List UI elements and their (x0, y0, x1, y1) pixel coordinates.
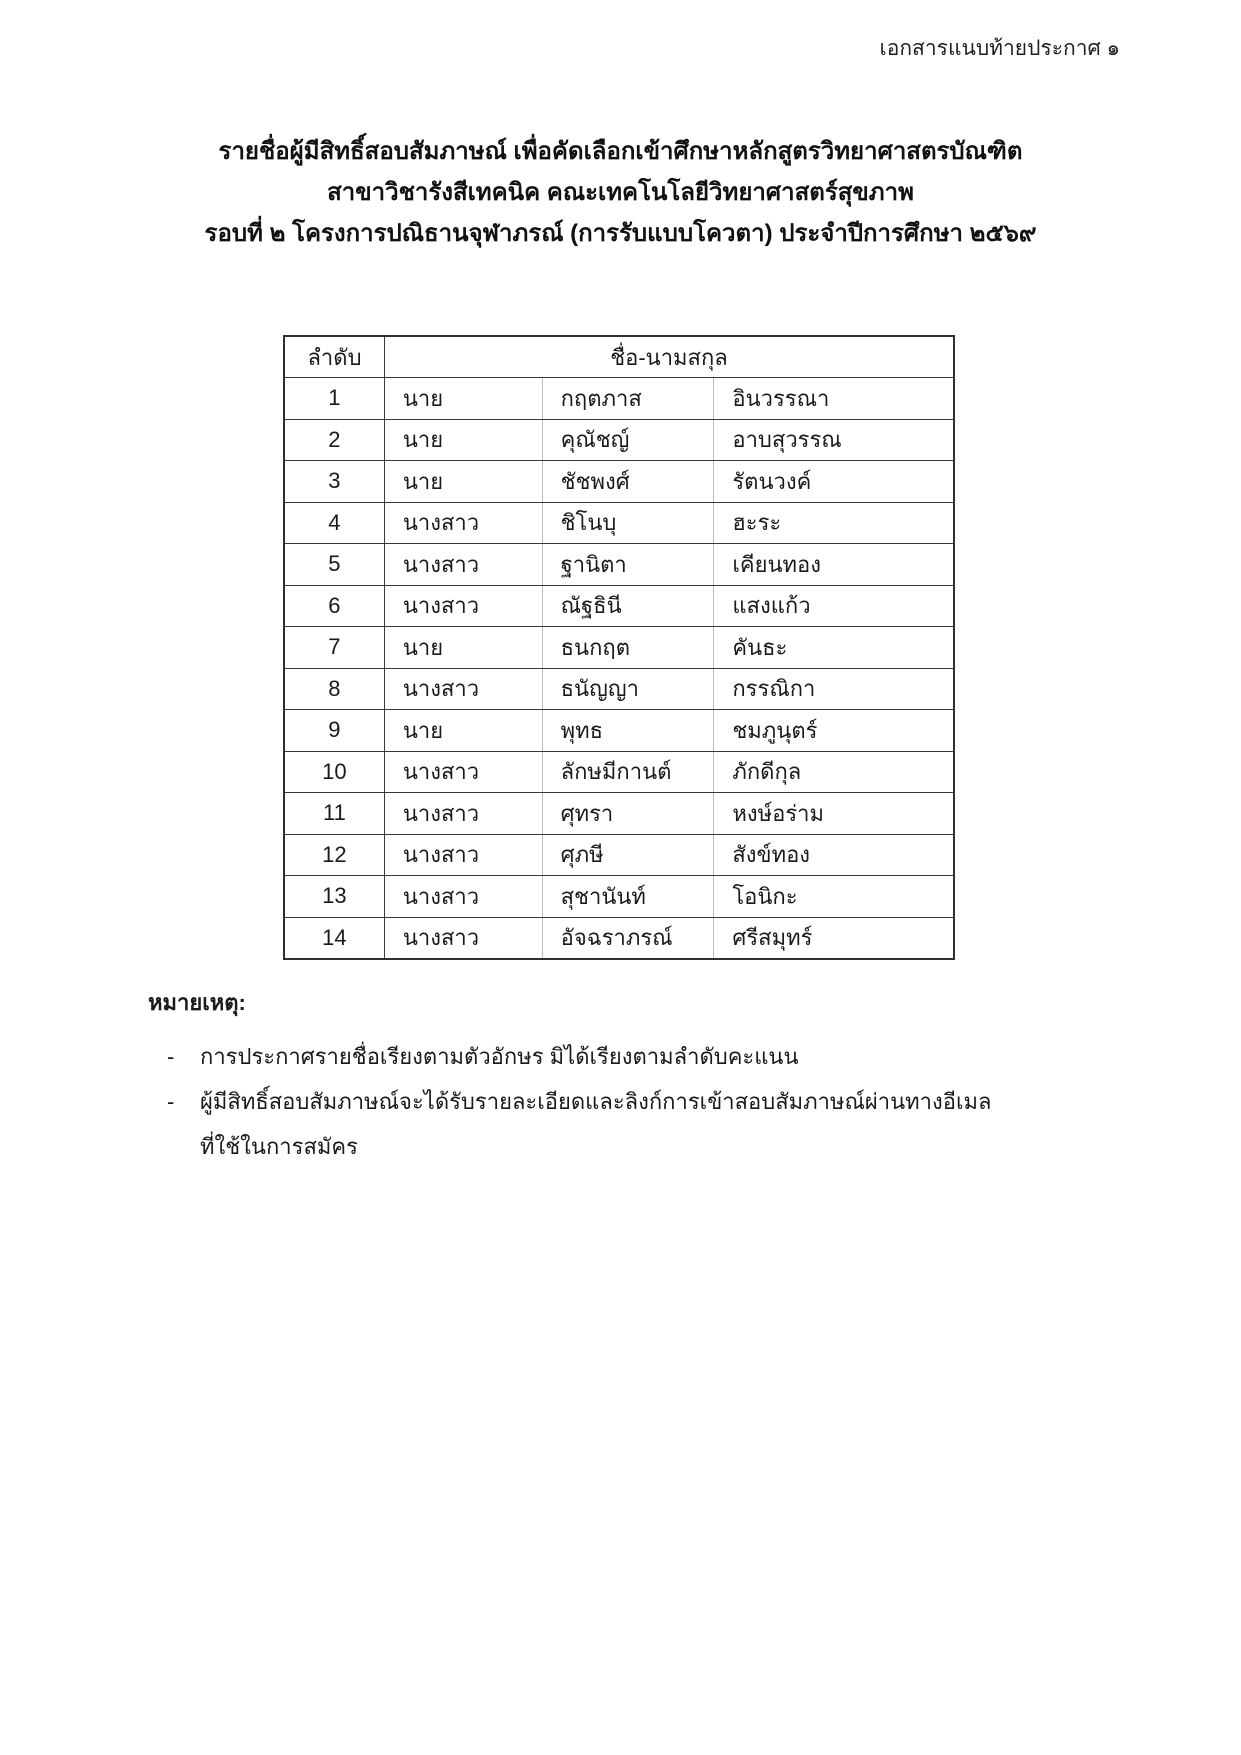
notes-section (148, 985, 1098, 1169)
first-name-cell: คุณัชญ์ (542, 420, 714, 461)
first-name-cell: ชัชพงศ์ (542, 461, 714, 502)
header-cell-name: ชื่อ-นามสกุล (610, 344, 728, 370)
title-line-1: รายชื่อผู้มีสิทธิ์สอบสัมภาษณ์ เพื่อคัดเลือกเข้าศึกษาหลักสูตรวิทยาศาสตรบัณฑิต (218, 138, 1023, 165)
title-cell: นาย (402, 717, 444, 743)
header-cell-number: ลำดับ (285, 337, 385, 377)
title-cell: นางสาว (402, 593, 480, 619)
note-text: ผู้มีสิทธิ์สอบสัมภาษณ์จะได้รับรายละเอียดและลิงก์การเข้าสอบสัมภาษณ์ผ่านทางอีเมลที่ใช้ในการสมัคร (200, 1089, 992, 1159)
title-cell: นางสาว (402, 925, 480, 951)
note-text: การประกาศรายชื่อเรียงตามตัวอักษร มิได้เรียงตามลำดับคะแนน (200, 1044, 799, 1069)
table-row (285, 543, 953, 585)
row-number-cell: 8 (285, 669, 385, 710)
row-number-cell: 6 (285, 586, 385, 627)
table-row (285, 668, 953, 710)
last-name-cell: ฮะระ (713, 503, 953, 544)
first-name-cell: ธนัญญา (542, 669, 714, 710)
first-name-cell: ลักษมีกานต์ (542, 752, 714, 793)
first-name-cell: ศุภษี (542, 835, 714, 876)
title-line-3: รอบที่ ๒ โครงการปณิธานจุฬาภรณ์ (การรับแบบโควตา) ประจำปีการศึกษา ๒๕๖๙ (204, 220, 1037, 247)
last-name-cell: ชมภูนุตร์ (713, 710, 953, 751)
note-item (167, 1079, 1098, 1169)
note-dash: - (167, 1044, 175, 1069)
note-dash: - (167, 1089, 175, 1114)
last-name-cell: โอนิกะ (713, 876, 953, 917)
first-name-cell: ฐานิตา (542, 544, 714, 585)
title-cell: นาย (402, 634, 444, 660)
candidates-table (283, 335, 955, 960)
first-name-cell: ณัฐธินี (542, 586, 714, 627)
last-name-cell: คันธะ (713, 627, 953, 668)
last-name-cell: เคียนทอง (713, 544, 953, 585)
table-row (285, 419, 953, 461)
table-row (285, 626, 953, 668)
row-number-cell: 13 (285, 876, 385, 917)
row-number-cell: 12 (285, 835, 385, 876)
row-number-cell: 11 (285, 793, 385, 834)
last-name-cell: อินวรรณา (713, 378, 953, 419)
table-row (285, 585, 953, 627)
title-cell: นางสาว (402, 800, 480, 826)
first-name-cell: อัจฉราภรณ์ (542, 918, 714, 959)
last-name-cell: หงษ์อร่าม (713, 793, 953, 834)
table-header-row (285, 337, 953, 377)
table-row (285, 917, 953, 959)
document-title (0, 131, 1241, 254)
row-number-cell: 2 (285, 420, 385, 461)
row-number-cell: 10 (285, 752, 385, 793)
row-number-cell: 4 (285, 503, 385, 544)
row-number-cell: 3 (285, 461, 385, 502)
title-cell: นางสาว (402, 510, 480, 536)
table-row (285, 875, 953, 917)
row-number-cell: 7 (285, 627, 385, 668)
table-row (285, 751, 953, 793)
attachment-corner-note: เอกสารแนบท้ายประกาศ ๑ (879, 37, 1120, 60)
last-name-cell: อาบสุวรรณ (713, 420, 953, 461)
first-name-cell: ศุทรา (542, 793, 714, 834)
notes-heading: หมายเหตุ: (148, 990, 246, 1015)
first-name-cell: ธนกฤต (542, 627, 714, 668)
row-number-cell: 1 (285, 378, 385, 419)
first-name-cell: พุทธ (542, 710, 714, 751)
last-name-cell: ภักดีกุล (713, 752, 953, 793)
table-row (285, 377, 953, 419)
title-cell: นางสาว (402, 842, 480, 868)
first-name-cell: กฤตภาส (542, 378, 714, 419)
row-number-cell: 9 (285, 710, 385, 751)
first-name-cell: สุชานันท์ (542, 876, 714, 917)
title-cell: นาย (402, 427, 444, 453)
title-line-2: สาขาวิชารังสีเทคนิค คณะเทคโนโลยีวิทยาศาสตร์สุขภาพ (327, 179, 914, 206)
note-item (167, 1034, 1098, 1079)
table-row (285, 792, 953, 834)
first-name-cell: ชิโนบุ (542, 503, 714, 544)
notes-list (148, 1034, 1098, 1169)
row-number-cell: 14 (285, 918, 385, 959)
title-cell: นางสาว (402, 676, 480, 702)
last-name-cell: ศรีสมุทร์ (713, 918, 953, 959)
title-cell: นางสาว (402, 759, 480, 785)
title-cell: นาย (402, 468, 444, 494)
table-row (285, 834, 953, 876)
last-name-cell: รัตนวงค์ (713, 461, 953, 502)
last-name-cell: สังข์ทอง (713, 835, 953, 876)
table-row (285, 460, 953, 502)
last-name-cell: แสงแก้ว (713, 586, 953, 627)
row-number-cell: 5 (285, 544, 385, 585)
title-cell: นางสาว (402, 551, 480, 577)
table-body (285, 377, 953, 958)
table-row (285, 709, 953, 751)
title-cell: นางสาว (402, 883, 480, 909)
last-name-cell: กรรณิกา (713, 669, 953, 710)
table-row (285, 502, 953, 544)
title-cell: นาย (402, 385, 444, 411)
